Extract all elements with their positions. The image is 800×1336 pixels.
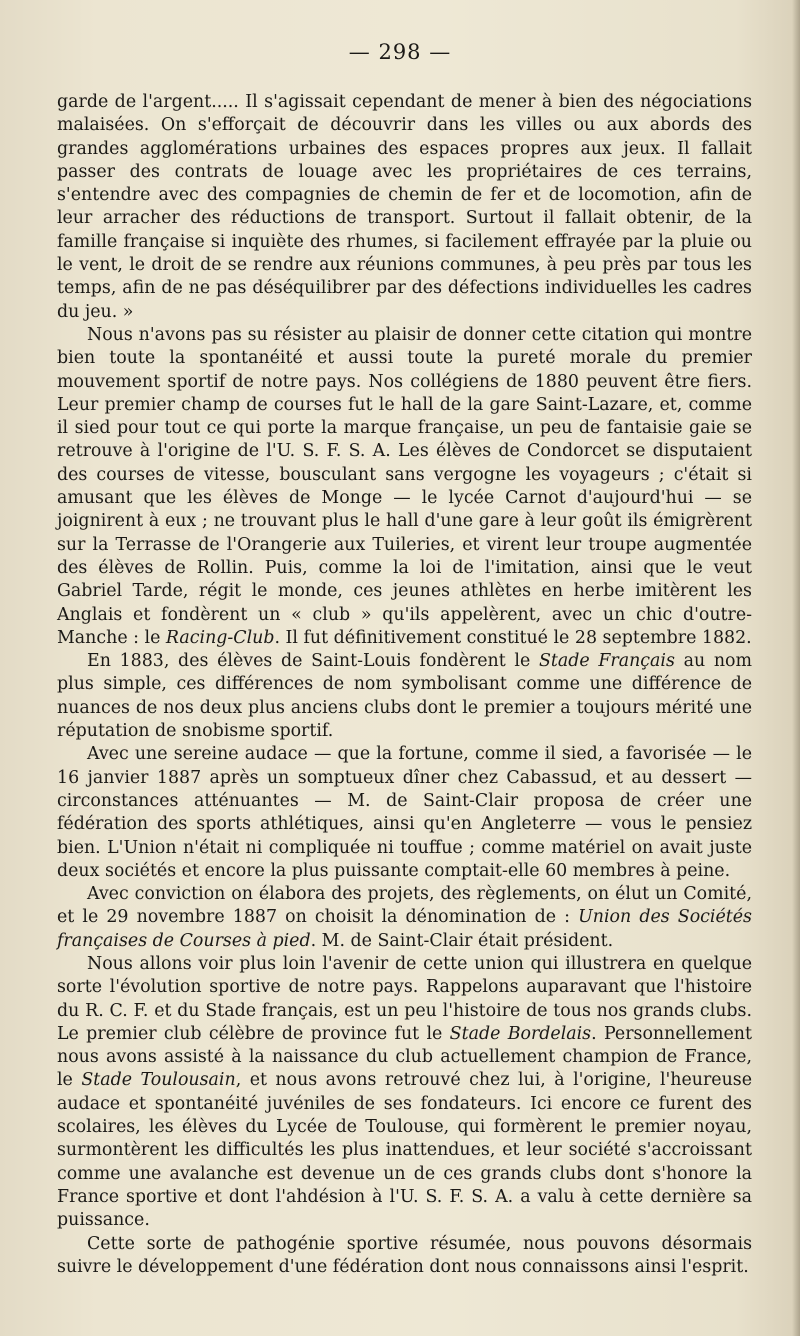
page-number: — 298 — [348, 40, 452, 64]
paragraph [57, 324, 752, 650]
paragraph-text: Avec une sereine audace — que la fortune, comme il sied, a favorisée — le 16 janvier 1887 après un somptueux dîner chez Cabassud, et au dessert — circonstances atténuantes — M. de Saint-Clair proposa de créer une fédération des sports athlétiques, ainsi qu'en Angleterre — vous le pensiez bien. L'Union n'était ni compliquée ni touffue ; comme matériel on avait juste deux sociétés et encore la plus puissante comptait-elle 60 membres à peine. [57, 744, 752, 881]
paragraph [57, 743, 752, 883]
federation-name: Union des Sociétés françaises de Courses à pied [57, 907, 752, 951]
paragraph-text: au nom plus simple, ces différences de nom symbolisant comme une différence de nuances de nos deux plus anciens clubs dont le premier a toujours mérité une réputation de snobisme sportif. [57, 651, 752, 742]
paragraph-text: , et nous avons retrouvé chez lui, à l'origine, l'heureuse audace et spontanéité juvéniles de ses fondateurs. Ici encore ce furent des scolaires, les élèves du Lycée de Toulouse, qui formèrent le premier noyau, surmontèrent les difficultés les plus inattendues, et leur société s'accroissant comme une avalanche est devenue un de ces grands clubs dont s'honore la France sportive et dont l'ahdésion à l'U. S. F. S. A. a valu à cette dernière sa puissance. [57, 1070, 752, 1231]
paragraph-text: Cette sorte de pathogénie sportive résumée, nous pouvons désormais suivre le développement d'une fédération dont nous connaissons ainsi l'esprit. [57, 1233, 752, 1277]
club-name-racing-club: Racing-Club [165, 627, 275, 648]
paragraph [57, 883, 752, 953]
paragraph [57, 1233, 752, 1280]
paragraph-text: garde de l'argent..... Il s'agissait cependant de mener à bien des négociations malaisées. On s'efforçait de découvrir dans les villes ou aux abords des grandes agglomérations urbaines des espaces propres aux jeux. Il fallait passer des contrats de louage avec les propriétaires de ces terrains, s'entendre avec des compagnies de chemin de fer et de locomotion, afin de leur arracher des réductions de transport. Surtout il fallait obtenir, de la famille française si inquiète des rhumes, si facilement effrayée par la pluie ou le vent, le droit de se rendre aux réunions communes, à peu près par tous les temps, afin de ne pas déséquilibrer par des défections individuelles les cadres du jeu. » [57, 92, 752, 322]
paragraph-text: . Personnellement nous avons assisté à la naissance du club actuellement champion de France, le [57, 1023, 752, 1091]
page-body [57, 91, 752, 1279]
paragraph [57, 650, 752, 743]
club-name-stade-bordelais: Stade Bordelais [449, 1023, 592, 1044]
club-name-stade-francais: Stade Français [538, 651, 675, 672]
paragraph-text: Nous n'avons pas su résister au plaisir de donner cette citation qui montre bien toute la spontanéité et aussi toute la pureté morale du premier mouvement sportif de notre pays. Nos collégiens de 1880 peuvent être fiers. Leur premier champ de courses fut le hall de la gare Saint-Lazare, et, comme il sied pour tout ce qui porte la marque française, un peu de fantaisie gaie se retrouve à l'origine de l'U. S. F. S. A. Les élèves de Condorcet se disputaient des courses de vitesse, bousculant sans vergogne les voyageurs ; c'était si amusant que les élèves de Monge — le lycée Carnot d'aujourd'hui — se joignirent à eux ; ne trouvant plus le hall d'une gare à leur goût ils émigrèrent sur la Terrasse de l'Orangerie aux Tuileries, et virent leur troupe augmentée des élèves de Rollin. Puis, comme la loi de l'imitation, ainsi que le veut Gabriel Tarde, régit le monde, ces jeunes athlètes en herbe imitèrent les Anglais et fondèrent un « club » qu'ils appelèrent, avec un chic d'outre-Manche : le [57, 324, 752, 648]
paragraph [57, 953, 752, 1233]
page-edge-shadow [792, 0, 800, 1336]
paragraph-text: . Il fut définitivement constitué le 28 septembre 1882. [274, 627, 752, 648]
paragraph-text: En 1883, des élèves de Saint-Louis fondèrent le [87, 651, 539, 672]
paragraph-text: . M. de Saint-Clair était président. [310, 930, 614, 951]
club-name-stade-toulousain: Stade Toulousain [81, 1070, 236, 1091]
paragraph-text: Avec conviction on élabora des projets, des règlements, on élut un Comité, et le 29 novembre 1887 on choisit la dénomination de : [57, 884, 752, 928]
paragraph-text: Nous allons voir plus loin l'avenir de cette union qui illustrera en quelque sorte l'évolution sportive de notre pays. Rappelons auparavant que l'histoire du R. C. F. et du Stade français, est un peu l'histoire de tous nos grands clubs. Le premier club célèbre de province fut le [57, 953, 752, 1044]
paragraph [57, 91, 752, 324]
